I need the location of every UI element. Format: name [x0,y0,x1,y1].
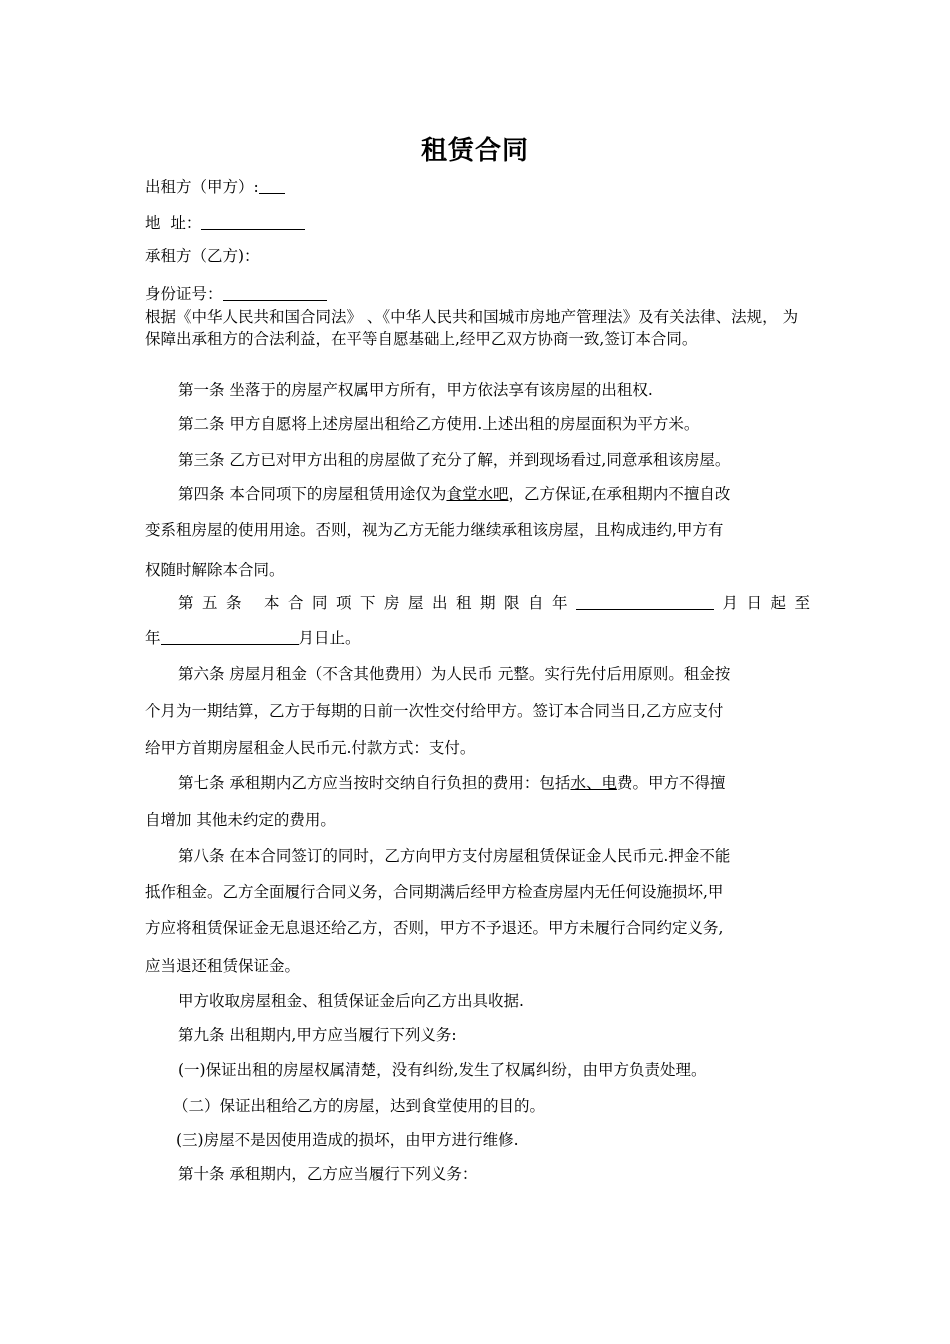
article-7-items: 水、电 [570,774,617,792]
lessee-line [145,246,810,266]
address-blank [201,213,305,230]
article-7-line-2: 自增加 其他未约定的费用。 [145,811,336,829]
article-9-heading: 第九条 出租期内,甲方应当履行下列义务: [178,1026,457,1044]
document-title: 租赁合同 [420,136,529,166]
article-5-line-1: 第 五 条 本 合 同 项 下 房 屋 出 租 期 限 自 年 月 日 起 至 [178,594,810,612]
address-label: 地 址： [145,214,202,232]
article-4-line-3: 权随时解除本合同。 [145,561,285,579]
article-4-use: 食堂水吧 [446,485,509,503]
receipt-clause: 甲方收取房屋租金、租赁保证金后向乙方出具收据. [178,992,524,1010]
article-3: 第三条 乙方已对甲方出租的房屋做了充分了解，并到现场看过,同意承租该房屋。 [178,451,731,469]
article-7-line-1: 第七条 承租期内乙方应当按时交纳自行负担的费用：包括水、电费。甲方不得擅 [178,774,726,792]
lessor-label: 出租方（甲方）: [145,178,259,196]
lessor-line [145,177,810,197]
article-4-line-2: 变系租房屋的使用用途。否则，视为乙方无能力继续承租该房屋，且构成违约,甲方有 [145,521,724,539]
article-9-item-2: （二）保证出租给乙方的房屋，达到食堂使用的目的。 [173,1097,546,1115]
id-line [145,284,810,304]
article-5-blank-1 [576,593,714,610]
article-10-heading: 第十条 承租期内，乙方应当履行下列义务： [178,1165,478,1183]
article-2: 第二条 甲方自愿将上述房屋出租给乙方使用.上述出租的房屋面积为平方米。 [178,415,700,433]
article-5-line-2: 年 月日止。 [145,629,361,647]
article-6-line-2: 个月为一期结算，乙方于每期的日前一次性交付给甲方。签订本合同当日,乙方应支付 [145,702,724,720]
id-label: 身份证号： [145,285,223,303]
article-8-line-1: 第八条 在本合同签订的同时，乙方向甲方支付房屋租赁保证金人民币元.押金不能 [178,847,731,865]
article-4-line-1 [178,484,810,504]
address-line [145,213,810,233]
article-8-line-3: 方应将租赁保证金无息退还给乙方，否则，甲方不予退还。甲方未履行合同约定义务, [145,919,724,937]
article-9-item-3: (三)房屋不是因使用造成的损坏，由甲方进行维修. [176,1131,519,1149]
article-4-text-after: ，乙方保证,在承租期内不擅自改 [508,485,731,503]
lessor-blank [259,177,285,194]
article-8-line-4: 应当退还租赁保证金。 [145,957,301,975]
article-6-line-1: 第六条 房屋月租金（不含其他费用）为人民币 元整。实行先付后用原则。租金按 [178,665,731,683]
lessee-label: 承租方（乙方)： [145,247,260,265]
id-blank [223,284,327,301]
article-4-text: 第四条 本合同项下的房屋租赁用途仅为 [178,485,447,503]
article-6-line-3: 给甲方首期房屋租金人民币元.付款方式：支付。 [145,739,476,757]
article-9-item-1: (一)保证出租的房屋权属清楚，没有纠纷,发生了权属纠纷，由甲方负责处理。 [178,1061,707,1079]
preamble: 根据《中华人民共和国合同法》 、《中华人民共和国城市房地产管理法》及有关法律、法规， 为保障出承租方的合法利益，在平等自愿基础上,经甲乙双方协商一致,签订本合同。 [145,308,799,348]
article-1: 第一条 坐落于的房屋产权属甲方所有，甲方依法享有该房屋的出租权. [178,381,653,399]
article-8-line-2: 抵作租金。乙方全面履行合同义务，合同期满后经甲方检查房屋内无任何设施损坏,甲 [145,883,724,901]
article-5-blank-2 [161,628,299,645]
